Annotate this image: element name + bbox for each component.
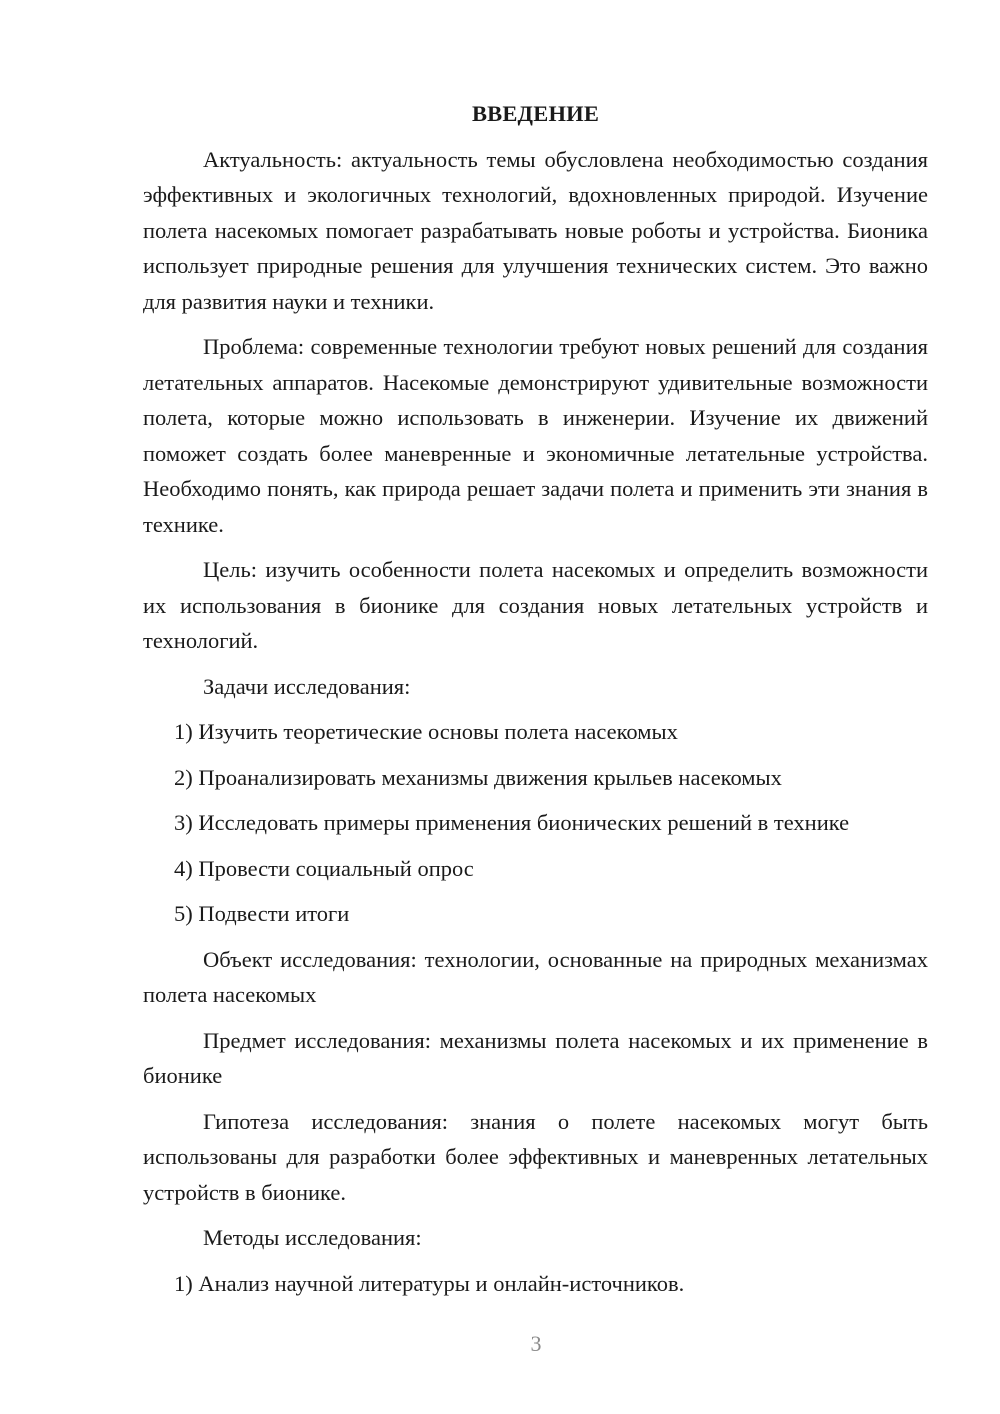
task-item: 2) Проанализировать механизмы движения крыльев насекомых <box>174 764 782 790</box>
task-item: 4) Провести социальный опрос <box>174 855 474 881</box>
page-number: 3 <box>530 1331 542 1356</box>
subject-paragraph: Предмет исследования: механизмы полета насекомых и их применение в бионике <box>143 1027 928 1088</box>
section-title: ВВЕДЕНИЕ <box>471 101 600 126</box>
hypothesis-paragraph: Гипотеза исследования: знания о полете насекомых могут быть использованы для разработки более эффективных и маневренных летательных устройств в бионике. <box>143 1108 928 1205</box>
methods-heading: Методы исследования: <box>203 1225 422 1250</box>
goal-paragraph: Цель: изучить особенности полета насекомых и определить возможности их использования в бионике для создания новых летательных устройств и технологий. <box>143 557 928 653</box>
methods-list <box>143 1266 928 1302</box>
page-content <box>143 96 928 1311</box>
task-item: 5) Подвести итоги <box>174 901 350 926</box>
method-item: 1) Анализ научной литературы и онлайн-источников. <box>174 1270 685 1296</box>
task-item: 1) Изучить теоретические основы полета насекомых <box>174 719 678 744</box>
object-paragraph: Объект исследования: технологии, основанные на природных механизмах полета насекомых <box>143 946 928 1007</box>
tasks-heading: Задачи исследования: <box>203 673 411 699</box>
tasks-list <box>143 714 928 932</box>
problem-paragraph: Проблема: современные технологии требуют новых решений для создания летательных аппаратов. Насекомые демонстрируют удивительные возможности полета, которые можно использовать в инженерии. Изучение их движений поможет создать более маневренные и экономичные летательные устройства. Необходимо понять, как природа решает задачи полета и применить эти знания в технике. <box>143 334 928 537</box>
task-item: 3) Исследовать примеры применения бионических решений в технике <box>174 810 850 835</box>
relevance-paragraph: Актуальность: актуальность темы обусловлена необходимостью создания эффективных и экологичных технологий, вдохновленных природой. Изучение полета насекомых помогает разрабатывать новые роботы и устройства. Бионика использует природные решения для улучшения технических систем. Это важно для развития науки и техники. <box>143 146 928 314</box>
